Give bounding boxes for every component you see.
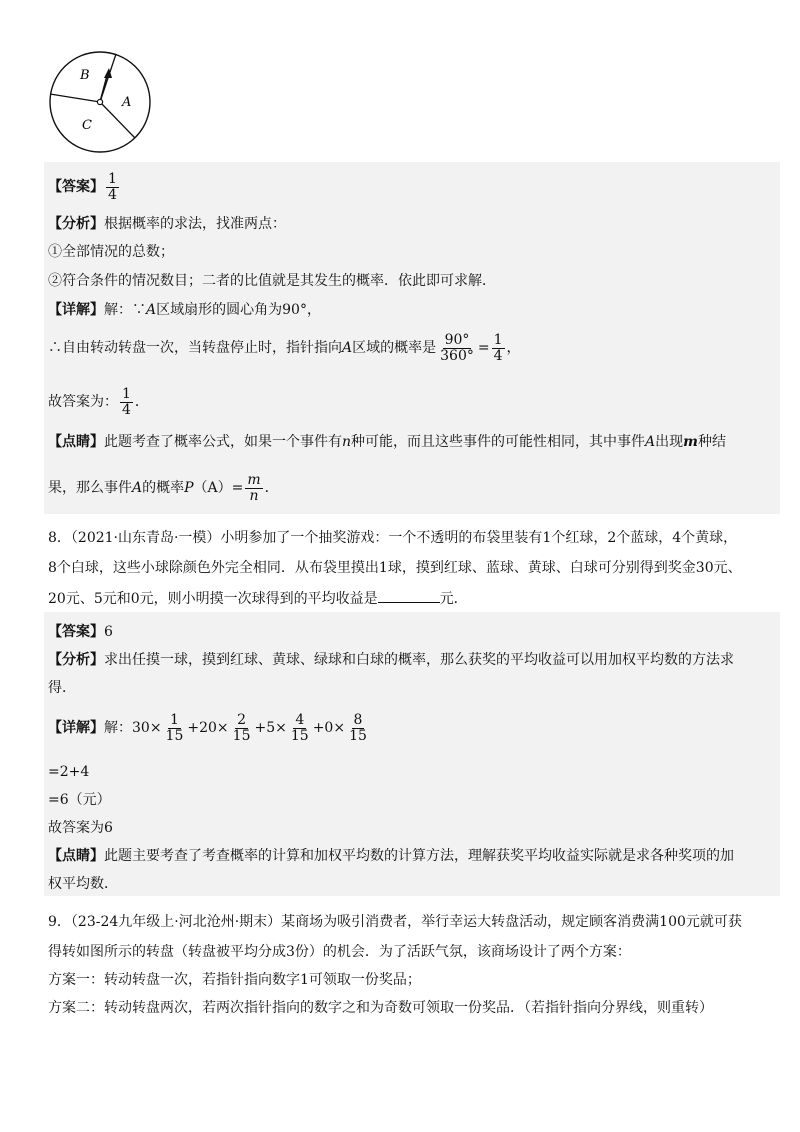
analysis-tag: 【分析】 (48, 652, 104, 668)
detail-tag: 【详解】 (48, 302, 104, 318)
q8-final-answer: 故答案为6 (48, 820, 113, 836)
q8-comment-line-2: 权平均数． (48, 876, 118, 892)
q7-answer (48, 170, 121, 204)
q8-step-2: =6（元） (48, 792, 111, 808)
answer-fraction: $\frac{1}{4}$ (108, 170, 117, 203)
fraction-term-1: $\frac{1}{15}$ (165, 711, 184, 744)
analysis-tag: 【分析】 (48, 216, 104, 232)
comment-tag: 【点睛】 (48, 434, 104, 450)
sector-label-b: B (80, 68, 90, 83)
q7-point-1: ①全部情况的总数； (48, 244, 174, 260)
q8-step-1: =2+4 (48, 764, 90, 780)
answer-blank (378, 588, 440, 603)
answer-tag: 【答案】 (48, 624, 104, 640)
sector-label-c: C (82, 118, 92, 133)
q8-question-line-3: 20元、5元和0元，则小明摸一次球得到的平均收益是 元． (48, 588, 468, 609)
fraction-term-3: $\frac{4}{15}$ (290, 711, 309, 744)
detail-tag: 【详解】 (48, 720, 104, 736)
q8-detail: 【详解】解：30× $\frac{1}{15}$ +20× $\frac{2}{15}$ +5× $\frac{4}{15}$ +0× $\frac{8}{15}$ (48, 711, 367, 744)
comment-tag: 【点睛】 (48, 848, 104, 864)
q7-detail-line-2: ∴自由转动转盘一次，当转盘停止时，指针指向A区域的概率是 $\frac{90^\circ}{360^\circ}$ = $\frac{1}{4}$ ， (48, 331, 521, 364)
q8-answer: 【答案】6 (48, 624, 113, 640)
fraction-1-4: $\frac{1}{4}$ (493, 331, 503, 364)
q9-plan-1: 方案一：转动转盘一次，若指针指向数字1可领取一份奖品； (48, 972, 421, 988)
q8-analysis: 【分析】求出任摸一球，摸到红球、黄球、绿球和白球的概率，那么获奖的平均收益可以用加权平均数的方法求 (48, 652, 734, 668)
sector-label-a: A (122, 95, 132, 110)
q7-detail: 【详解】解：∵A区域扇形的圆心角为90°， (48, 302, 321, 318)
q9-question-line-2: 得转如图所示的转盘（转盘被平均分成3份）的机会．为了活跃气氛，该商场设计了两个方案： (48, 944, 631, 960)
q7-point-2: ②符合条件的情况数目；二者的比值就是其发生的概率．依此即可求解． (48, 273, 496, 289)
q8-question-line-2: 8个白球，这些小球除颜色外完全相同．从布袋里摸出1球，摸到红球、蓝球、黄球、白球可分别得到奖金30元、 (48, 560, 742, 576)
q7-final-answer: 故答案为： $\frac{1}{4}$ ． (48, 385, 149, 418)
q7-comment-line-2: 果，那么事件A的概率P（A）= $\frac{m}{n}$ ． (48, 471, 279, 504)
final-fraction: $\frac{1}{4}$ (122, 385, 131, 418)
fraction-term-2: $\frac{2}{15}$ (232, 711, 251, 744)
q7-comment: 【点睛】此题考查了概率公式，如果一个事件有n种可能，而且这些事件的可能性相同，其中事件A出现m种结 (48, 434, 726, 450)
divider-line-left (50, 94, 100, 102)
q9-question-line-1: 9．（23-24九年级上·河北沧州·期末）某商场为吸引消费者，举行幸运大转盘活动，规定顾客消费满100元就可获 (48, 914, 742, 930)
spinner-figure (44, 50, 156, 158)
fraction-term-4: $\frac{8}{15}$ (349, 711, 367, 744)
q7-analysis: 【分析】根据概率的求法，找准两点： (48, 216, 286, 232)
answer-tag: 【答案】 (48, 179, 104, 195)
q8-analysis-line-2: 得． (48, 680, 76, 696)
q8-comment: 【点睛】此题主要考查了考查概率的计算和加权平均数的计算方法，理解获奖平均收益实际就是求各种奖项的加 (48, 848, 734, 864)
fraction-90-360: $\frac{90^\circ}{360^\circ}$ (440, 331, 474, 364)
pointer-pivot (97, 99, 102, 104)
q8-question-line-1: 8．（2021·山东青岛·一模）小明参加了一个抽奖游戏：一个不透明的布袋里装有1个红球，2个蓝球，4个黄球， (48, 530, 738, 546)
fraction-m-n: $\frac{m}{n}$ (247, 471, 261, 504)
q9-plan-2: 方案二：转动转盘两次，若两次指针指向的数字之和为奇数可领取一份奖品．（若指针指向分界线，则重转） (48, 1000, 713, 1016)
